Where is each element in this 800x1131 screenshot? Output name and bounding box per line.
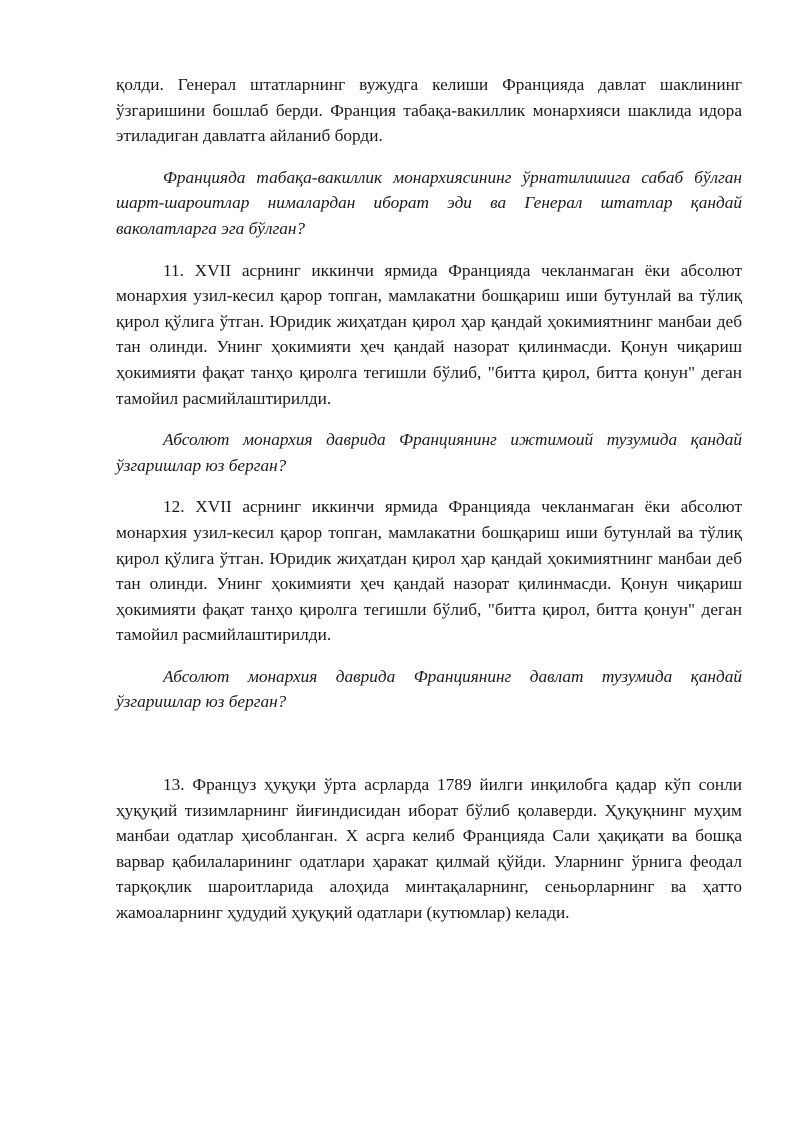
paragraph-13: 13. Француз ҳуқуқи ўрта асрларда 1789 йилги инқилобга қадар кўп сонли ҳуқуқий тизимларнинг йиғиндисидан иборат бўлиб қолаверди. Ҳуқуқнинг муҳим манбаи одатлар ҳисобланган. X асрга келиб Францияда Сали ҳақиқати ва бошқа варвар қабилаларининг одатлари ҳаракат қилмай қўйди. Уларнинг ўрнига феодал тарқоқлик шароитларида алоҳида минтақаларнинг, сеньорларнинг ва ҳатто жамоаларнинг ҳудудий ҳуқуқий одатлари (кутюмлар) келади. [116, 775, 742, 923]
paragraph-11: 11. XVII асрнинг иккинчи ярмида Францияда чекланмаган ёки абсолют монархия узил-кесил қарор топган, мамлакатни бошқариш иши бутунлай ва тўлиқ қирол қўлига ўтган. Юридик жиҳатдан қирол ҳар қандай ҳокимиятнинг манбаи деб тан олинди. Унинг ҳокимияти ҳеч қандай назорат қилинмасди. Қонун чиқариш ҳокимияти фақат танҳо қиролга тегишли бўлиб, "битта қирол, битта қонун" деган тамойил расмийлаштирилди. [116, 260, 742, 408]
paragraph-spacer [116, 149, 742, 165]
paragraph-spacer [116, 648, 742, 664]
document-page [116, 72, 742, 926]
paragraph-spacer [116, 411, 742, 427]
review-question-1: Францияда табақа-вакиллик монархиясининг ўрнатилишига сабаб бўлган шарт-шароитлар нималардан иборат эди ва Генерал штатлар қандай ваколатларга эга бўлган? [116, 167, 742, 238]
paragraph-12: 12. XVII асрнинг иккинчи ярмида Францияда чекланмаган ёки абсолют монархия узил-кесил қарор топган, мамлакатни бошқариш иши бутунлай ва тўлиқ қирол қўлига ўтган. Юридик жиҳатдан қирол ҳар қандай ҳокимиятнинг манбаи деб тан олинди. Унинг ҳокимияти ҳеч қандай назорат қилинмасди. Қонун чиқариш ҳокимияти фақат танҳо қиролга тегишли бўлиб, "битта қирол, битта қонун" деган тамойил расмийлаштирилди. [116, 497, 742, 645]
review-question-2: Абсолют монархия даврида Франциянинг ижтимоий тузумида қандай ўзгаришлар юз берган? [116, 430, 742, 475]
paragraph-spacer [116, 242, 742, 258]
section-spacer [116, 715, 742, 772]
review-question-3: Абсолют монархия даврида Франциянинг давлат тузумида қандай ўзгаришлар юз берган? [116, 666, 742, 712]
paragraph-spacer [116, 478, 742, 494]
paragraph-continuation: қолди. Генерал штатларнинг вужудга келиши Францияда давлат шаклининг ўзгаришини бошлаб берди. Франция табақа-вакиллик монархияси шаклида идора этиладиган давлатга айланиб борди. [116, 75, 742, 146]
